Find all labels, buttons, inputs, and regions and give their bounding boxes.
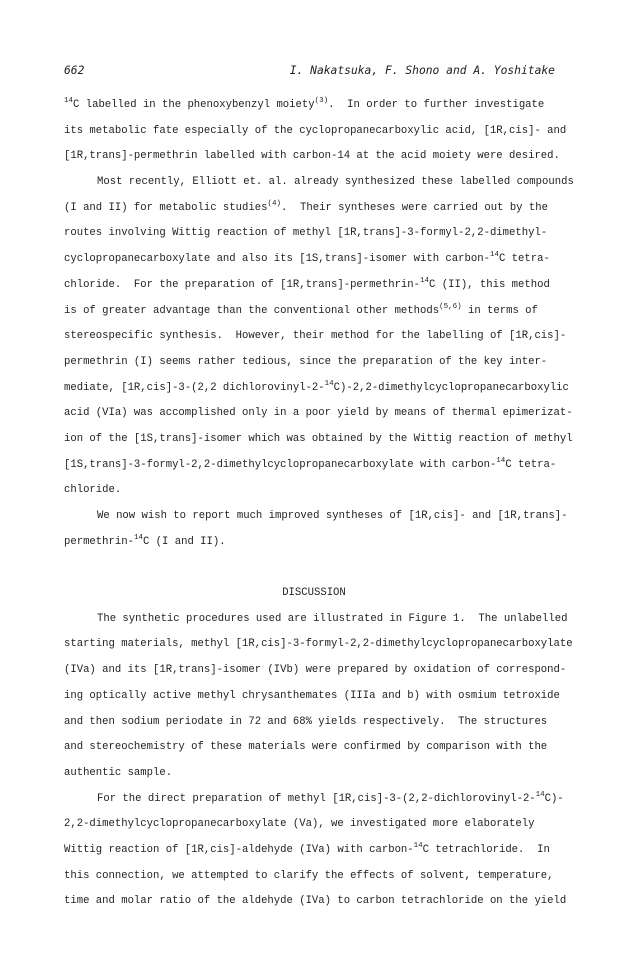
superscript: 14 <box>324 379 334 388</box>
text-line <box>64 504 568 530</box>
text-line <box>64 401 573 427</box>
text-line <box>64 478 564 504</box>
text-run: [1S,trans]-3-formyl-2,2-dimethylcyclopropanecarboxylate with carbon- <box>64 458 497 471</box>
text-run: (I and II) for metabolic studies <box>64 201 268 214</box>
article-body <box>64 93 574 915</box>
text-line <box>64 273 564 299</box>
text-line <box>64 196 564 222</box>
paragraph-1 <box>64 93 567 170</box>
text-line <box>64 632 573 658</box>
text-line <box>64 735 564 761</box>
text-run: . In order to further investigate <box>328 99 545 111</box>
text-line <box>64 427 573 453</box>
section-heading-discussion: DISCUSSION <box>282 587 346 600</box>
superscript: (3) <box>314 97 329 105</box>
text-run: is of greater advantage than the conventional other methods <box>64 304 440 317</box>
paragraph-3 <box>64 504 568 555</box>
text-line <box>64 812 564 838</box>
superscript: 14 <box>413 841 423 850</box>
text-run: . Their syntheses were carried out by the <box>280 201 548 214</box>
superscript: 14 <box>133 533 143 542</box>
text-line <box>64 787 564 813</box>
paragraph-4 <box>64 607 573 787</box>
superscript: 14 <box>420 276 430 285</box>
superscript: (4) <box>267 199 281 208</box>
superscript: 14 <box>64 97 74 105</box>
text-run: C (I and II). <box>142 535 226 548</box>
text-run: Wittig reaction of [1R,cis]-aldehyde (IVa) with carbon- <box>64 843 414 856</box>
text-run: [1R,trans]-permethrin labelled with carbon-14 at the acid moiety were desired. <box>64 150 560 163</box>
text-run: C)-2,2-dimethylcyclopropanecarboxylic <box>333 381 569 394</box>
text-run: Most recently, Elliott et. al. already synthesized these labelled compounds <box>97 176 574 189</box>
text-run: mediate, [1R,cis]-3-(2,2 dichlorovinyl-2- <box>64 381 325 394</box>
paragraph-5 <box>64 787 567 915</box>
text-run: (IVa) and its [1R,trans]-isomer (IVb) were prepared by oxidation of correspond- <box>64 664 567 677</box>
text-line <box>64 324 567 350</box>
text-run: time and molar ratio of the aldehyde (IVa) to carbon tetrachloride on the yield <box>64 895 567 908</box>
text-line <box>64 710 564 736</box>
text-line <box>64 530 564 556</box>
superscript: (5,6) <box>439 302 462 311</box>
text-line <box>64 453 564 479</box>
text-run: permethrin (I) seems rather tedious, since the preparation of the key inter- <box>64 355 548 368</box>
text-run: permethrin- <box>64 535 134 548</box>
text-run: authentic sample. <box>64 766 173 779</box>
text-run: The synthetic procedures used are illustrated in Figure 1. The unlabelled <box>97 612 568 625</box>
text-run: C (II), this method <box>429 278 550 291</box>
text-line <box>64 864 564 890</box>
text-line <box>64 684 564 710</box>
text-run: and stereochemistry of these materials were confirmed by comparison with the <box>64 741 548 754</box>
text-line <box>64 350 564 376</box>
running-header-authors: I. Nakatsuka, F. Shono and A. Yoshitake <box>289 64 555 77</box>
text-run: ion of the [1S,trans]-isomer which was obtained by the Wittig reaction of methyl <box>64 432 573 445</box>
paragraph-2 <box>64 170 574 504</box>
superscript: 14 <box>496 456 506 465</box>
text-run: For the direct preparation of methyl [1R,cis]-3-(2,2-dichlorovinyl-2- <box>97 792 536 805</box>
text-line <box>64 889 567 915</box>
text-run: 2,2-dimethylcyclopropanecarboxylate (Va), we investigated more elaborately <box>64 818 535 831</box>
text-run: chloride. For the preparation of [1R,trans]-permethrin- <box>64 278 421 291</box>
text-line <box>64 93 564 119</box>
text-run: We now wish to report much improved syntheses of [1R,cis]- and [1R,trans]- <box>97 510 568 522</box>
text-run: routes involving Wittig reaction of methyl [1R,trans]-3-formyl-2,2-dimethyl- <box>64 227 548 240</box>
text-run: starting materials, methyl [1R,cis]-3-formyl-2,2-dimethylcyclopropanecarboxylate <box>64 638 573 651</box>
text-run: acid (VIa) was accomplished only in a poor yield by means of thermal epimerizat- <box>64 407 573 420</box>
text-line <box>64 144 564 170</box>
text-run: ing optically active methyl chrysanthemates (IIIa and b) with osmium tetroxide <box>64 689 560 702</box>
superscript: 14 <box>535 790 545 799</box>
text-run: C tetra- <box>498 253 550 266</box>
text-line <box>64 299 564 325</box>
text-run: C tetrachloride. In <box>422 843 550 856</box>
text-line <box>64 607 568 633</box>
text-run: this connection, we attempted to clarify the effects of solvent, temperature, <box>64 869 554 882</box>
text-line <box>64 119 567 145</box>
superscript: 14 <box>489 251 499 260</box>
text-line <box>64 247 564 273</box>
text-line <box>64 761 564 787</box>
text-line <box>64 170 574 196</box>
text-run: chloride. <box>64 484 122 497</box>
text-run: in terms of <box>461 304 538 317</box>
text-run: stereospecific synthesis. However, their method for the labelling of [1R,cis]- <box>64 330 567 343</box>
text-run: C)- <box>544 792 564 805</box>
text-run: cyclopropanecarboxylate and also its [1S,trans]-isomer with carbon- <box>64 253 490 266</box>
text-run: C tetra- <box>505 458 557 471</box>
text-line <box>64 838 564 864</box>
text-line <box>64 221 564 247</box>
text-run: C labelled in the phenoxybenzyl moiety <box>73 99 315 111</box>
page-number: 662 <box>64 64 85 77</box>
text-run: and then sodium periodate in 72 and 68% yields respectively. The structures <box>64 715 548 728</box>
text-line <box>64 376 569 402</box>
text-run: its metabolic fate especially of the cyclopropanecarboxylic acid, [1R,cis]- and <box>64 124 567 137</box>
text-line <box>64 658 567 684</box>
